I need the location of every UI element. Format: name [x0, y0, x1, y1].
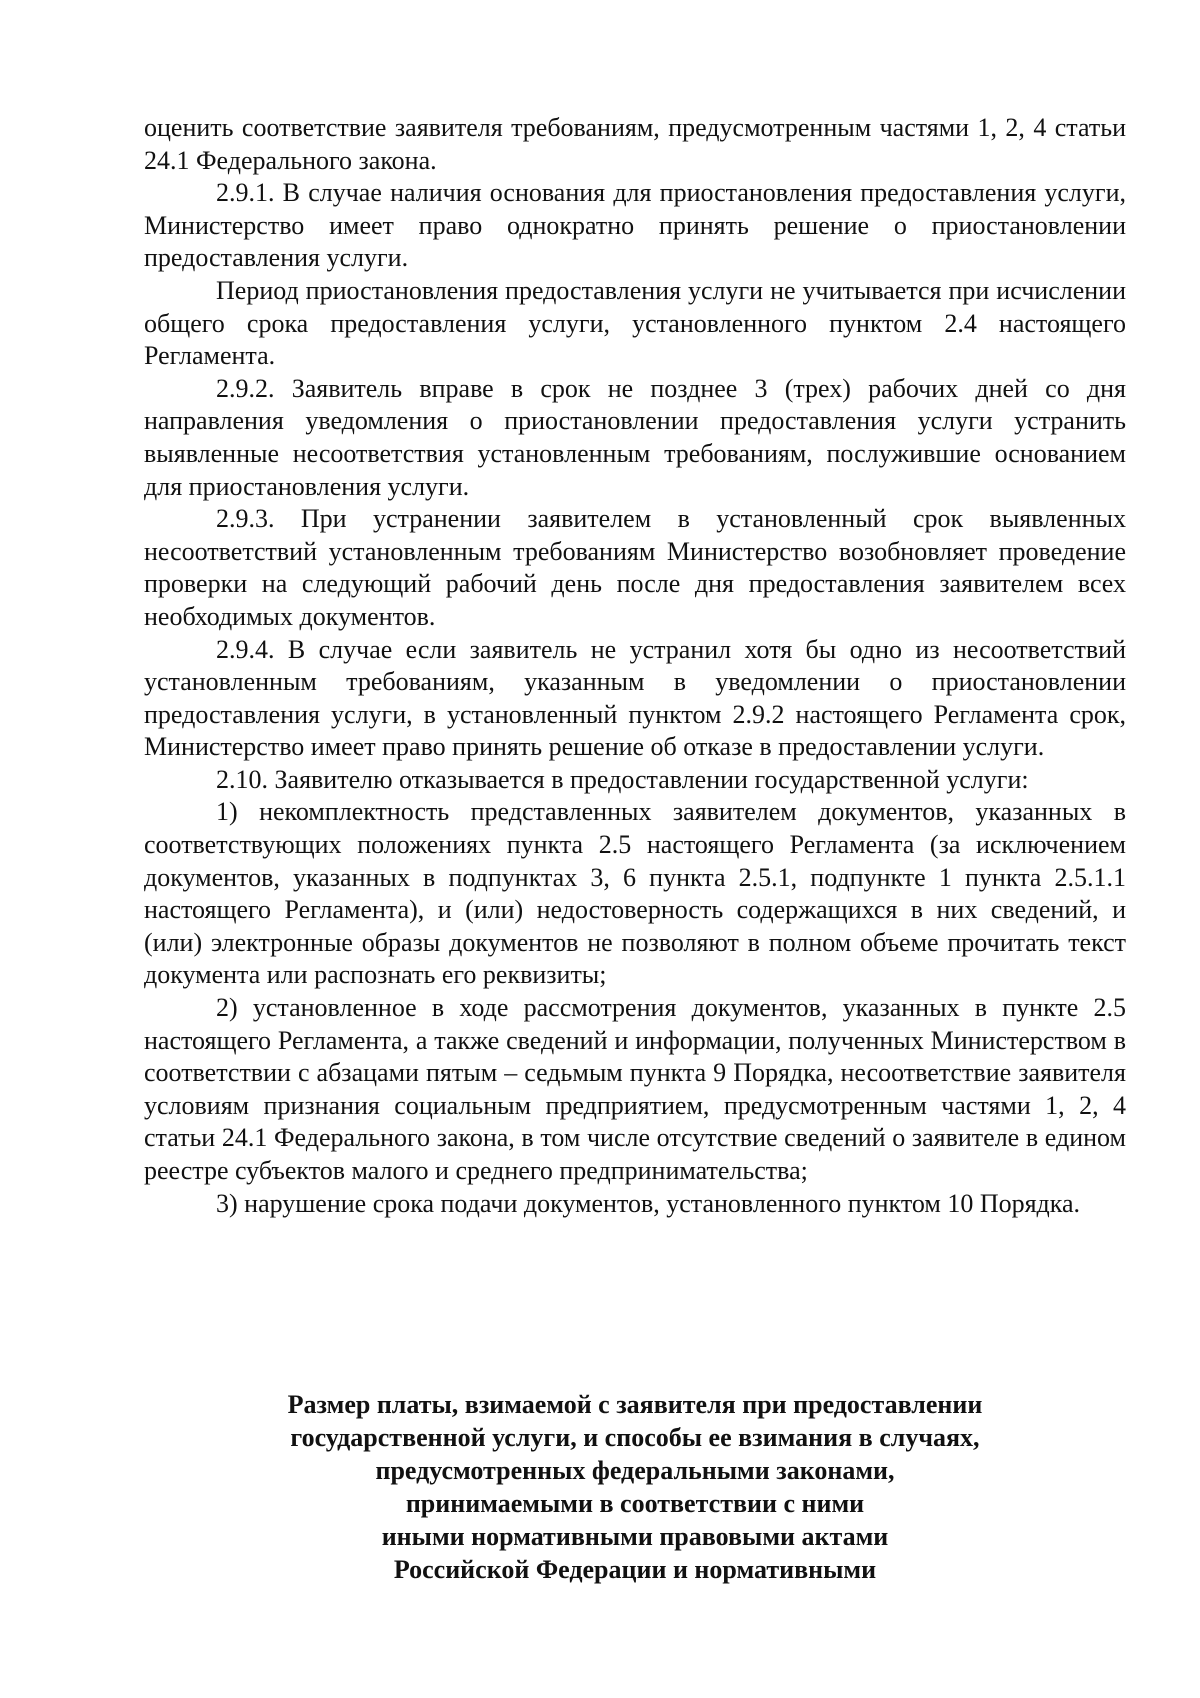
- paragraph-2-9-1: 2.9.1. В случае наличия основания для приостановления предоставления услуги, Министерство имеет право однократно принять решение о приостановлении предоставления услуги.: [144, 178, 1126, 273]
- paragraph-suspension-period: Период приостановления предоставления услуги не учитывается при исчислении общего срока предоставления услуги, установленного пунктом 2.4 настоящего Регламента.: [144, 275, 1126, 371]
- heading-line: иными нормативными правовыми актами: [381, 1522, 889, 1551]
- paragraph-continuation: оценить соответствие заявителя требованиям, предусмотренным частями 1, 2, 4 статьи 24.1 Федерального закона.: [144, 113, 1126, 175]
- heading-line: Размер платы, взимаемой с заявителя при предоставлении: [287, 1390, 983, 1419]
- heading-line: государственной услуги, и способы ее взимания в случаях,: [290, 1423, 980, 1452]
- heading-line: предусмотренных федеральными законами,: [375, 1456, 895, 1485]
- heading-line: Российской Федерации и нормативными: [393, 1555, 877, 1584]
- paragraph-2-10: 2.10. Заявителю отказывается в предоставлении государственной услуги:: [216, 764, 1029, 794]
- list-item-2: 2) установленное в ходе рассмотрения документов, указанных в пункте 2.5 настоящего Регламента, а также сведений и информации, полученных Министерством в соответствии с абзацами пятым – седьмым пункта 9 Порядка, несоответствие заявителя условиям признания социальным предприятием, предусмотренным частями 1, 2, 4 статьи 24.1 Федерального закона, в том числе отсутствие сведений о заявителе в едином реестре субъектов малого и среднего предпринимательства;: [144, 993, 1126, 1185]
- list-item-3: 3) нарушение срока подачи документов, установленного пунктом 10 Порядка.: [216, 1188, 1081, 1218]
- document-body: [144, 112, 1126, 1220]
- paragraph-2-9-3: 2.9.3. При устранении заявителем в установленный срок выявленных несоответствий установленным требованиям Министерство возобновляет проведение проверки на следующий рабочий день после дня предоставления заявителем всех необходимых документов.: [144, 504, 1126, 631]
- heading-line: принимаемыми в соответствии с ними: [405, 1489, 865, 1518]
- section-heading: [144, 1388, 1126, 1586]
- paragraph-2-9-4: 2.9.4. В случае если заявитель не устранил хотя бы одно из несоответствий установленным требованиям, указанным в уведомлении о приостановлении предоставления услуги, в установленный пунктом 2.9.2 настоящего Регламента срок, Министерство имеет право принять решение об отказе в предоставлении услуги.: [144, 634, 1126, 762]
- list-item-1: 1) некомплектность представленных заявителем документов, указанных в соответствующих положениях пункта 2.5 настоящего Регламента (за исключением документов, указанных в подпунктах 3, 6 пункта 2.5.1, подпункте 1 пункта 2.5.1.1 настоящего Регламента), и (или) недостоверность содержащихся в них сведений, и (или) электронные образы документов не позволяют в полном объеме прочитать текст документа или распознать его реквизиты;: [144, 797, 1126, 990]
- paragraph-2-9-2: 2.9.2. Заявитель вправе в срок не позднее 3 (трех) рабочих дней со дня направления уведомления о приостановлении предоставления услуги устранить выявленные несоответствия установленным требованиям, послужившие основанием для приостановления услуги.: [144, 373, 1126, 501]
